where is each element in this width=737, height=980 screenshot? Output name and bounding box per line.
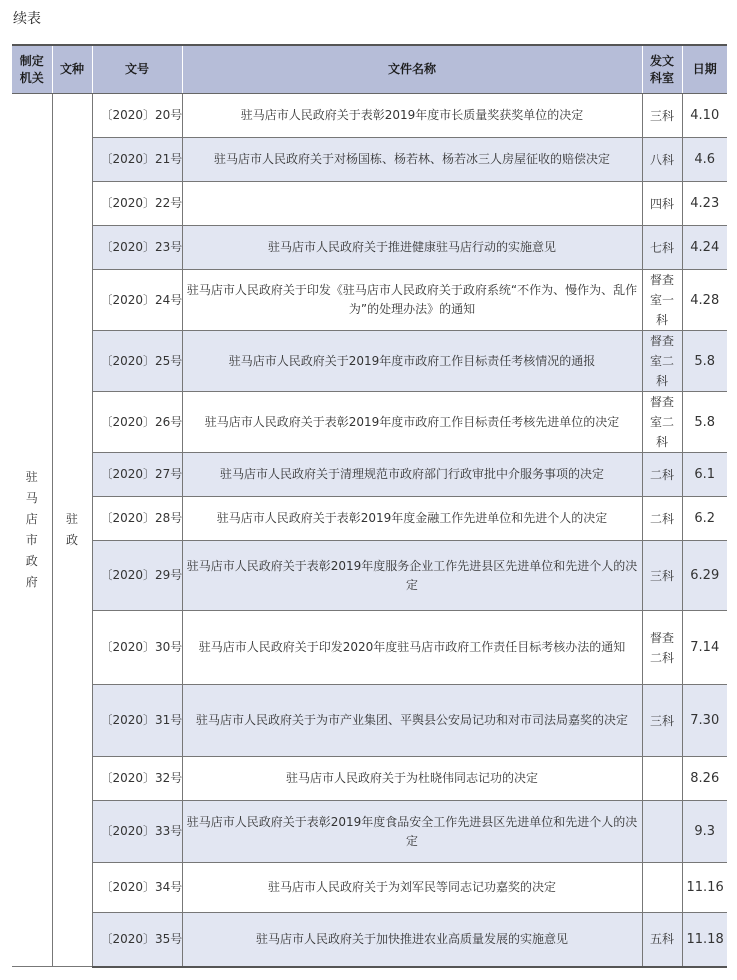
office-cell: 督查室二科 — [642, 392, 682, 453]
table-row — [12, 685, 727, 757]
date-cell: 4.24 — [682, 226, 727, 270]
doc-title-cell: 驻马店市人民政府关于印发《驻马店市人民政府关于政府系统“不作为、慢作为、乱作为”的处理办法》的通知 — [182, 270, 642, 331]
office-cell — [642, 863, 682, 913]
table-row — [12, 226, 727, 270]
header-office: 发文 科室 — [642, 45, 682, 94]
table-row — [12, 497, 727, 541]
header-number: 文号 — [92, 45, 182, 94]
doc-number-cell: 〔2020〕28号 — [92, 497, 182, 541]
date-cell: 4.10 — [682, 94, 727, 138]
doc-title-cell: 驻马店市人民政府关于推进健康驻马店行动的实施意见 — [182, 226, 642, 270]
date-cell: 11.16 — [682, 863, 727, 913]
table-caption: 续表 — [13, 11, 41, 27]
doc-number-cell: 〔2020〕29号 — [92, 541, 182, 611]
header-row — [12, 45, 727, 94]
doc-title-cell: 驻马店市人民政府关于表彰2019年度食品安全工作先进县区先进单位和先进个人的决定 — [182, 801, 642, 863]
table-row — [12, 270, 727, 331]
office-cell: 督查二科 — [642, 611, 682, 685]
office-cell: 二科 — [642, 497, 682, 541]
doc-title-cell: 驻马店市人民政府关于对杨国栋、杨若林、杨若冰三人房屋征收的赔偿决定 — [182, 138, 642, 182]
date-cell: 4.28 — [682, 270, 727, 331]
doc-title-cell: 驻马店市人民政府关于清理规范市政府部门行政审批中介服务事项的决定 — [182, 453, 642, 497]
doc-title-cell: 驻马店市人民政府关于2019年度市政府工作目标责任考核情况的通报 — [182, 331, 642, 392]
doc-title-cell: 驻马店市人民政府关于为市产业集团、平舆县公安局记功和对市司法局嘉奖的决定 — [182, 685, 642, 757]
doc-number-cell: 〔2020〕21号 — [92, 138, 182, 182]
date-cell: 4.23 — [682, 182, 727, 226]
doc-title-cell: 驻马店市人民政府关于表彰2019年度市长质量奖获奖单位的决定 — [182, 94, 642, 138]
header-title: 文件名称 — [182, 45, 642, 94]
office-cell — [642, 801, 682, 863]
doc-number-cell: 〔2020〕26号 — [92, 392, 182, 453]
doc-title-cell: 驻马店市人民政府关于表彰2019年度金融工作先进单位和先进个人的决定 — [182, 497, 642, 541]
table-row — [12, 757, 727, 801]
table-row — [12, 611, 727, 685]
doc-title-cell: 驻马店市人民政府关于为杜晓伟同志记功的决定 — [182, 757, 642, 801]
date-cell: 11.18 — [682, 913, 727, 967]
doc-number-cell: 〔2020〕35号 — [92, 913, 182, 967]
office-cell: 督查室一科 — [642, 270, 682, 331]
date-cell: 6.1 — [682, 453, 727, 497]
doc-title-cell: 驻马店市人民政府关于表彰2019年度市政府工作目标责任考核先进单位的决定 — [182, 392, 642, 453]
doc-title-cell — [182, 182, 642, 226]
issuer-text: 驻马店市政府 — [25, 470, 38, 589]
date-cell: 5.8 — [682, 392, 727, 453]
doc-number-cell: 〔2020〕32号 — [92, 757, 182, 801]
type-cell — [52, 94, 92, 967]
office-cell: 督查室二科 — [642, 331, 682, 392]
office-cell: 三科 — [642, 94, 682, 138]
office-cell: 八科 — [642, 138, 682, 182]
date-cell: 8.26 — [682, 757, 727, 801]
doc-number-cell: 〔2020〕27号 — [92, 453, 182, 497]
office-cell: 二科 — [642, 453, 682, 497]
doc-number-cell: 〔2020〕20号 — [92, 94, 182, 138]
doc-number-cell: 〔2020〕34号 — [92, 863, 182, 913]
table-row — [12, 913, 727, 967]
table-row — [12, 453, 727, 497]
table-row — [12, 138, 727, 182]
header-type: 文种 — [52, 45, 92, 94]
issuer-cell — [12, 94, 52, 967]
doc-title-cell: 驻马店市人民政府关于印发2020年度驻马店市政府工作责任目标考核办法的通知 — [182, 611, 642, 685]
date-cell: 7.14 — [682, 611, 727, 685]
header-date: 日期 — [682, 45, 727, 94]
doc-number-cell: 〔2020〕33号 — [92, 801, 182, 863]
document-table — [12, 44, 727, 968]
doc-title-cell: 驻马店市人民政府关于为刘军民等同志记功嘉奖的决定 — [182, 863, 642, 913]
table-row — [12, 182, 727, 226]
table-row — [12, 541, 727, 611]
date-cell: 9.3 — [682, 801, 727, 863]
doc-number-cell: 〔2020〕25号 — [92, 331, 182, 392]
date-cell: 4.6 — [682, 138, 727, 182]
table-row — [12, 801, 727, 863]
doc-number-cell: 〔2020〕23号 — [92, 226, 182, 270]
table-row — [12, 863, 727, 913]
doc-number-cell: 〔2020〕22号 — [92, 182, 182, 226]
doc-number-cell: 〔2020〕31号 — [92, 685, 182, 757]
date-cell: 5.8 — [682, 331, 727, 392]
date-cell: 6.29 — [682, 541, 727, 611]
header-issuer: 制定 机关 — [12, 45, 52, 94]
type-text: 驻政 — [65, 512, 78, 547]
office-cell: 五科 — [642, 913, 682, 967]
doc-title-cell: 驻马店市人民政府关于加快推进农业高质量发展的实施意见 — [182, 913, 642, 967]
date-cell: 7.30 — [682, 685, 727, 757]
table-row — [12, 331, 727, 392]
table-row — [12, 94, 727, 138]
doc-number-cell: 〔2020〕30号 — [92, 611, 182, 685]
doc-number-cell: 〔2020〕24号 — [92, 270, 182, 331]
date-cell: 6.2 — [682, 497, 727, 541]
doc-title-cell: 驻马店市人民政府关于表彰2019年度服务企业工作先进县区先进单位和先进个人的决定 — [182, 541, 642, 611]
office-cell — [642, 757, 682, 801]
office-cell: 四科 — [642, 182, 682, 226]
office-cell: 三科 — [642, 541, 682, 611]
office-cell: 七科 — [642, 226, 682, 270]
table-row — [12, 392, 727, 453]
office-cell: 三科 — [642, 685, 682, 757]
